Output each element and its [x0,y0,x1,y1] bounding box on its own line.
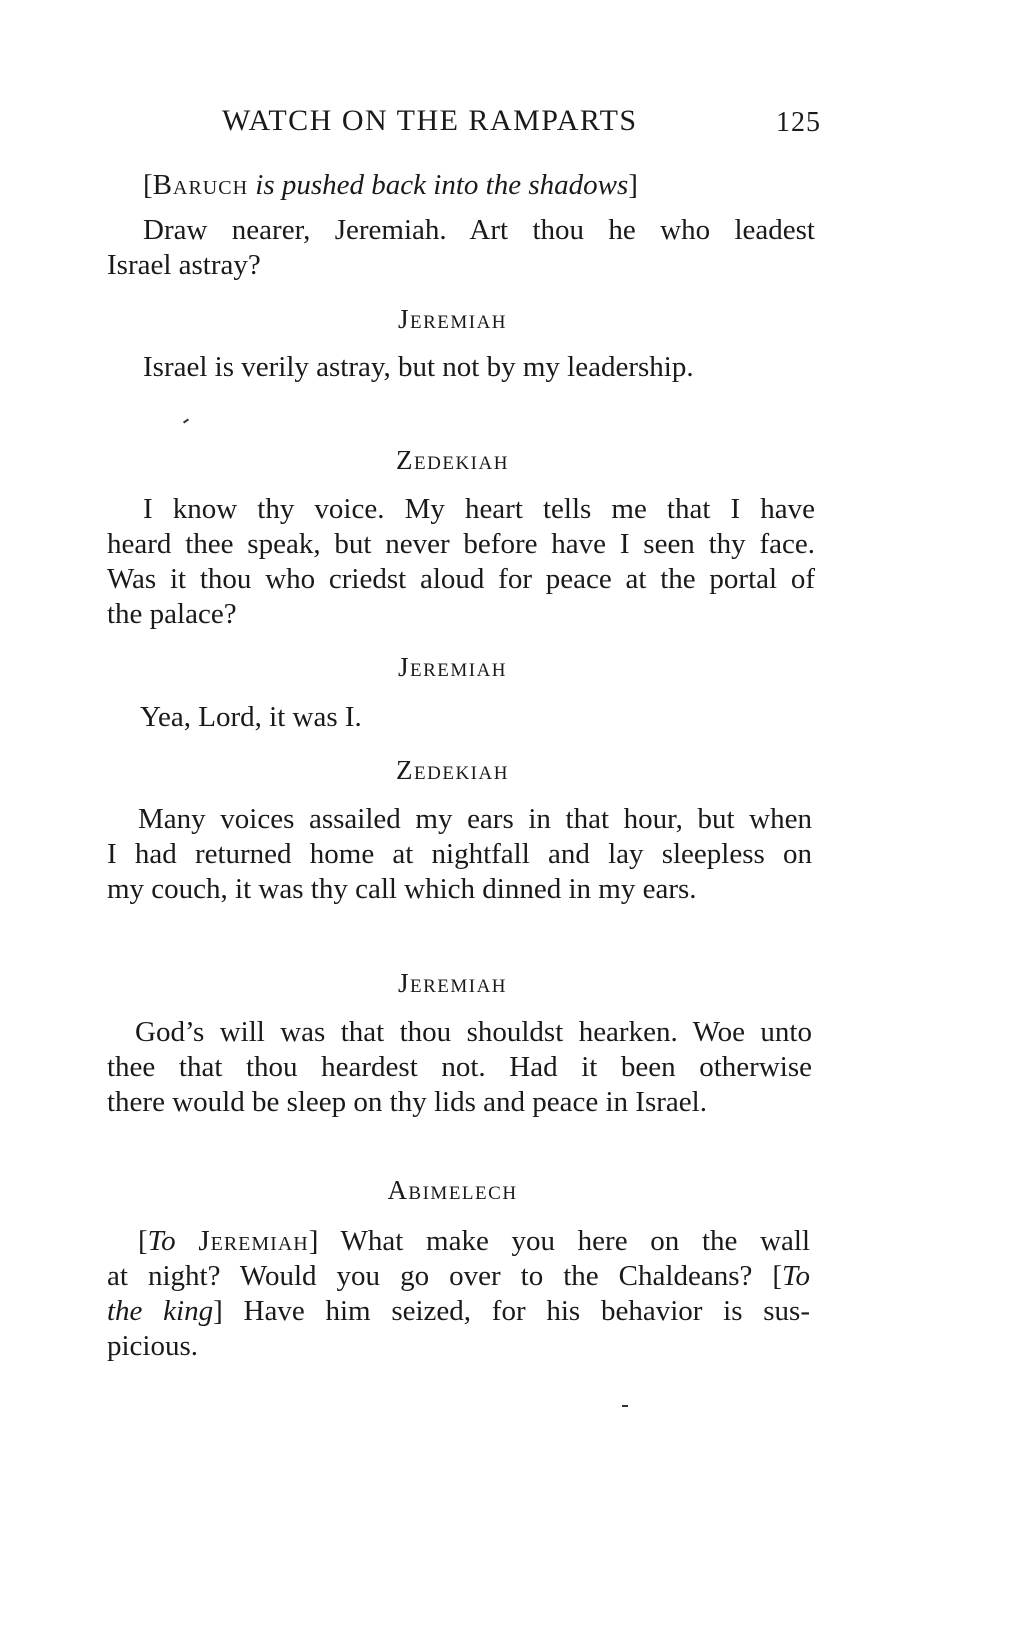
text-segment: Draw nearer, Jeremiah. Art thou he who leadest [143,214,815,246]
text-line [140,700,362,734]
speaker-name [0,753,905,787]
text-segment: thee that thou heardest not. Had it been otherwise [107,1051,812,1083]
text-segment: the palace? [107,598,237,630]
text-segment: picious. [107,1330,199,1362]
text-line [107,248,261,282]
text-line [107,837,812,871]
text-line [107,527,815,561]
text-line [138,802,812,836]
text-segment: Abimelech [387,1175,518,1205]
character-name: Jeremiah [198,1225,309,1257]
text-line [143,492,815,526]
scan-speck [622,1405,628,1407]
stage-direction-text: To [147,1225,176,1257]
text-segment: Zedekiah [396,445,509,475]
character-name: Baruch [152,169,249,201]
page-number: 125 [776,107,821,138]
text-line [107,562,815,596]
text-line [143,350,694,384]
stage-direction-text: To [782,1260,810,1292]
text-segment: Many voices assailed my ears in that hour, but when [138,803,812,835]
text-segment: [ [138,1225,148,1257]
text-line [138,1224,810,1258]
text-line [107,1085,707,1119]
text-line [107,1259,810,1293]
text-segment: Yea, Lord, it was I. [140,701,362,733]
text-segment: ] [628,169,638,201]
speaker-name [0,443,905,477]
text-segment: Jeremiah [397,652,508,682]
text-segment [176,1225,199,1257]
speaker-name [0,966,905,1000]
text-line [135,1015,812,1049]
text-line [143,168,638,202]
text-segment: I know thy voice. My heart tells me that I have [143,493,815,525]
scan-speck [183,418,189,423]
text-segment: there would be sleep on thy lids and peace in Israel. [107,1086,707,1118]
speaker-name [0,302,905,336]
text-segment: Israel astray? [107,249,261,281]
speaker-name [0,650,905,684]
text-segment: heard thee speak, but never before have I seen thy face. [107,528,815,560]
text-segment: Israel is verily astray, but not by my leadership. [143,351,694,383]
text-segment: Jeremiah [397,968,508,998]
text-segment: Was it thou who criedst aloud for peace at the portal of [107,563,815,595]
text-segment: I had returned home at nightfall and lay sleepless on [107,838,812,870]
text-segment: ] Have him seized, for his behavior is sus- [213,1295,811,1327]
text-segment: ] What make you here on the wall [308,1225,810,1257]
text-line [107,872,697,906]
text-line [107,1050,812,1084]
text-line [107,597,237,631]
speaker-name [0,1173,905,1207]
text-segment: [ [143,169,153,201]
text-segment: God’s will was that thou shouldst hearken. Woe unto [135,1016,812,1048]
stage-direction-text: the king [107,1295,214,1327]
text-line [107,1294,810,1328]
text-line [107,1329,198,1363]
text-segment: Jeremiah [397,304,508,334]
text-segment: my couch, it was thy call which dinned in my ears. [107,873,697,905]
stage-direction-text: is pushed back into the shadows [248,169,629,201]
running-title: WATCH ON THE RAMPARTS [222,104,638,137]
text-segment: at night? Would you go over to the Chaldeans? [ [107,1260,783,1292]
text-segment: Zedekiah [396,755,509,785]
text-line [143,213,815,247]
